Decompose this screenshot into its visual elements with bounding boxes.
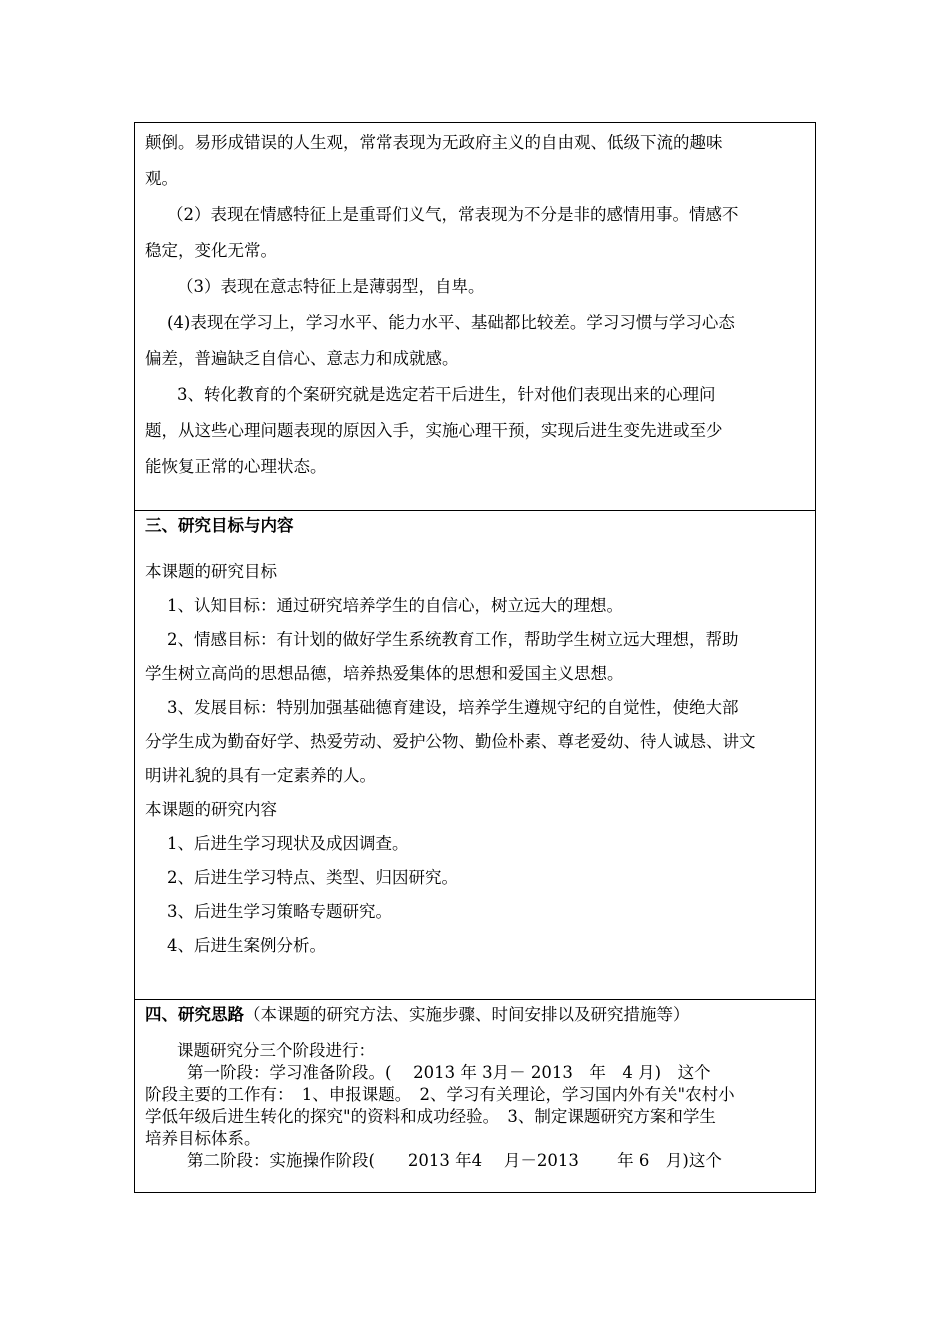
list-item: 2、后进生学习特点、类型、归因研究。 bbox=[167, 868, 458, 887]
list-item: 3、后进生学习策略专题研究。 bbox=[167, 902, 392, 921]
text-line: （3）表现在意志特征上是薄弱型，自卑。 bbox=[177, 277, 485, 296]
text-line: （2）表现在情感特征上是重哥们义气，常表现为不分是非的感情用事。情感不 bbox=[167, 205, 739, 224]
cell-section-two-tail bbox=[135, 123, 816, 511]
row-section-four bbox=[135, 1000, 816, 1193]
text-line: 颠倒。易形成错误的人生观，常常表现为无政府主义的自由观、低级下流的趣味 bbox=[145, 133, 723, 152]
form-table bbox=[134, 122, 816, 1193]
text-line: 观。 bbox=[145, 169, 178, 188]
section-heading bbox=[145, 1000, 805, 1030]
text-line: 1、认知目标：通过研究培养学生的自信心，树立远大的理想。 bbox=[167, 596, 623, 615]
text-line: 2、情感目标：有计划的做好学生系统教育工作，帮助学生树立远大理想，帮助 bbox=[167, 630, 739, 649]
text-line: 第一阶段：学习准备阶段。( 2013 年 3月－ 2013 年 4 月) 这个 bbox=[187, 1063, 711, 1082]
list-item: 4、后进生案例分析。 bbox=[167, 936, 326, 955]
text-line: 第二阶段：实施操作阶段( 2013 年4 月－2013 年 6 月)这个 bbox=[187, 1151, 722, 1170]
subsection-title: 本课题的研究目标 bbox=[145, 562, 277, 581]
list-item: 1、后进生学习现状及成因调查。 bbox=[167, 834, 409, 853]
text-line: 3、发展目标：特别加强基础德育建设，培养学生遵规守纪的自觉性，使绝大部 bbox=[167, 698, 739, 717]
text-line: 能恢复正常的心理状态。 bbox=[145, 457, 327, 476]
text-line: 明讲礼貌的具有一定素养的人。 bbox=[145, 766, 376, 785]
text-line: 培养目标体系。 bbox=[145, 1129, 261, 1148]
text-line: 课题研究分三个阶段进行： bbox=[177, 1041, 375, 1060]
row-section-three bbox=[135, 511, 816, 1000]
section-heading-note: （本课题的研究方法、实施步骤、时间安排以及研究措施等） bbox=[244, 1005, 690, 1024]
text-line: 题，从这些心理问题表现的原因入手，实施心理干预，实现后进生变先进或至少 bbox=[145, 421, 723, 440]
text-line: 阶段主要的工作有： 1、申报课题。 2、学习有关理论，学习国内外有关"农村小 bbox=[145, 1085, 735, 1104]
cell-section-four bbox=[135, 1000, 816, 1193]
text-line: 学低年级后进生转化的探究"的资料和成功经验。 3、制定课题研究方案和学生 bbox=[145, 1107, 716, 1126]
text-line: 稳定，变化无常。 bbox=[145, 241, 277, 260]
row-section-two-tail bbox=[135, 123, 816, 511]
text-line: 学生树立高尚的思想品德，培养热爱集体的思想和爱国主义思想。 bbox=[145, 664, 624, 683]
text-line: 偏差，普遍缺乏自信心、意志力和成就感。 bbox=[145, 349, 459, 368]
cell-section-three bbox=[135, 511, 816, 1000]
section-heading-title: 四、研究思路 bbox=[145, 1005, 244, 1024]
text-line: (4)表现在学习上，学习水平、能力水平、基础都比较差。学习习惯与学习心态 bbox=[167, 313, 735, 332]
text-line: 3、转化教育的个案研究就是选定若干后进生，针对他们表现出来的心理问 bbox=[177, 385, 716, 404]
text-line: 分学生成为勤奋好学、热爱劳动、爱护公物、勤俭朴素、尊老爱幼、待人诚恳、讲文 bbox=[145, 732, 756, 751]
section-heading: 三、研究目标与内容 bbox=[145, 516, 294, 535]
subsection-title: 本课题的研究内容 bbox=[145, 800, 277, 819]
